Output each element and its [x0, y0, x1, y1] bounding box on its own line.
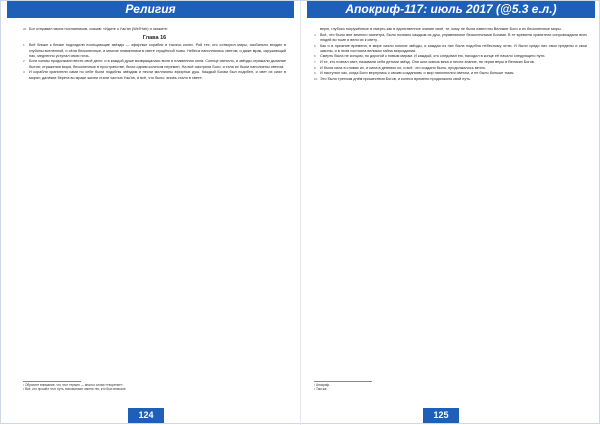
paragraph — [23, 43, 286, 59]
paragraph-text: верю, глубоко погружённые в смерть как в единственное знание своё, те, кому не были известны Великие Боги и их бесконечные миры. — [320, 27, 562, 31]
right-page-body — [314, 27, 587, 382]
right-page-header — [307, 1, 595, 18]
verse-number: 20 — [23, 27, 27, 31]
footnote: ² Все, кто прошёл этот путь, вспоминают имена тех, кто был вначале. — [23, 387, 127, 392]
left-paragraphs-before — [23, 27, 286, 32]
footnote: ¹ Апокриф. — [314, 383, 331, 387]
paragraph — [23, 27, 286, 32]
verse-number: 3 — [23, 70, 25, 75]
paragraph-text: И была сила в словах их, и сила в деяниях их, и всё, что создано было, продолжалось вечно. — [320, 65, 486, 70]
paragraph-text: Как и в прежние времена, в мире сияли многие звёзды, и каждая из них была подобна небесному огню. И были среди них свои пределы и свои законы, и в этом состояла великая тайна мироздания. — [320, 43, 587, 53]
paragraph-text: Боги сонмы продолжали вести своё дело: и в каждой душе возвращалась воля и пламенная сила. Солнце светило, и звёзды отражали дыхание бытия; отражения мира, бесконечные в пространстве, были одним колесом перемен. На всё смотрели Боги, и тела их были наполнены светом. — [29, 59, 286, 69]
right-paragraphs — [314, 27, 587, 82]
paragraph — [314, 60, 587, 65]
right-footnotes — [314, 381, 587, 405]
left-page-number: 124 — [128, 408, 164, 423]
verse-number: 8 — [314, 65, 316, 70]
paragraph-text: И те, кто познал свет, называли себя детьми звёзд. Они шли сквозь века и несли знание, не теряя веры в Великих Богов. — [320, 60, 535, 65]
paragraph — [314, 66, 587, 71]
verse-number: 1 — [23, 43, 25, 48]
paragraph-text: И корабли хранители сами по себе были подобны звёздам и несли миллионы эфирных душ. Каждый Богам был подобен, и свет их сиял в мирах; далёкие берега во мраке жизни стали частью Уак'ан, и всё, что было, вновь стало в свете. — [29, 70, 286, 80]
verse-number: 10 — [314, 76, 318, 81]
verse-number: 2 — [23, 59, 25, 64]
verse-number: 5 — [314, 43, 316, 48]
left-header-title: Религия — [125, 2, 176, 16]
paragraph — [314, 27, 587, 32]
footnote-rule — [314, 381, 372, 382]
footnote-rule — [23, 381, 81, 382]
paragraph — [314, 54, 587, 59]
paragraph — [23, 59, 286, 70]
paragraph — [314, 44, 587, 55]
right-page-number: 125 — [423, 408, 459, 423]
left-page-header — [7, 1, 294, 18]
paragraph-text: И наступил час, когда Боги вернулись к своим созданиям, и мир наполнился светом, и не было больше тьмы. — [320, 71, 515, 76]
verse-number: 7 — [314, 60, 316, 65]
paragraph — [314, 77, 587, 82]
paragraph-text: Всё, что было вне земного скипетра, было познано каждым из душ, управляемое бесконечными Богами. В те времена хранители сопровождали всех людей во тьме и вели их к свету. — [320, 32, 587, 42]
paragraph — [314, 71, 587, 76]
left-footnotes — [23, 381, 286, 405]
left-page-body — [23, 27, 286, 382]
verse-number: 4 — [314, 32, 316, 37]
chapter-title: Глава 16 — [142, 35, 167, 42]
paragraph-text: Это было третьим днём пришествия Богов, и колесо времени продолжило свой путь. — [320, 76, 472, 81]
verse-number: 9 — [314, 71, 316, 76]
left-paragraphs-after — [23, 43, 286, 81]
paragraph-text: Бог отправил своих посланников, сказав: «Идите к Уак'ан (Wei'Hah) и скажите: — [29, 27, 169, 31]
paragraph-text: Всё ближе к ближе подходили посещающие звёзды — эфирные корабли и тысячи колес. Рой тех, кто сотворил миры, изобильно входил в глубины вселенной, и сёла бесконечные, и многие пламенники в свете сгущённой тьмы. Небеса наполнялись светом, и даже мрак, окружающий нас, медленно уступал свою ночь. — [29, 43, 286, 58]
right-header-title: Апокриф-117: июль 2017 (@5.3 е.л.) — [345, 2, 557, 16]
footnote: ¹ Обратите внимание, что этот термин — аналог слова «творение». — [23, 383, 124, 387]
paragraph-text: Смерть была не концом, но дорогой к новым мирам. И каждый, кто следовал ею, находил в конце её начало следующего пути. — [320, 54, 546, 59]
paragraph — [314, 33, 587, 44]
verse-number: 6 — [314, 54, 316, 59]
paragraph — [23, 70, 286, 81]
page-gutter — [300, 1, 301, 425]
footnote: ² Там же. — [314, 387, 328, 392]
